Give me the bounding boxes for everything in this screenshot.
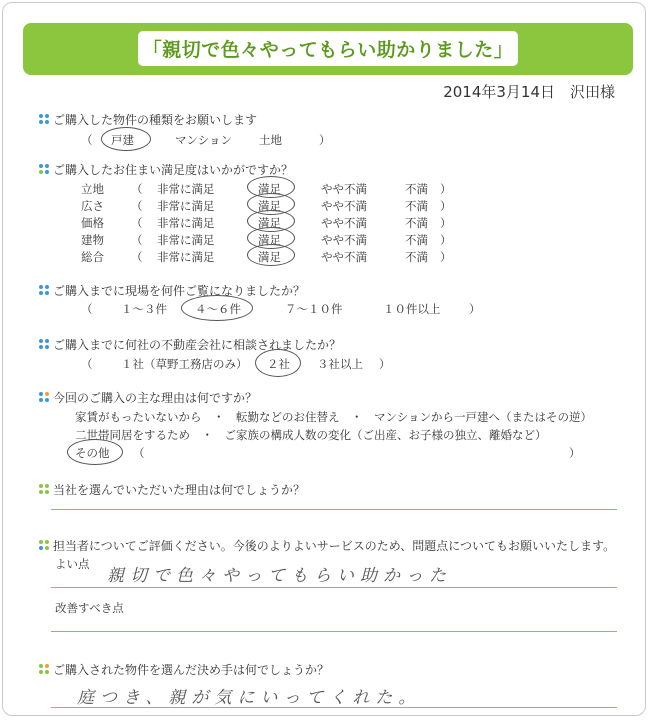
choice-very-satisfied[interactable]: 非常に満足: [157, 182, 215, 196]
question-6-text: 当社を選んでいただいた理由は何でしょうか？: [53, 483, 306, 497]
page-title: 「親切で色々やってもらい助かりました」: [138, 31, 518, 66]
bullet-dots-icon: [39, 664, 51, 676]
improvement-label: 改善すべき点: [55, 601, 124, 615]
bullet-dots-icon: [39, 392, 51, 404]
choice-somewhat-dissatisfied[interactable]: やや不満: [321, 216, 367, 230]
open-paren: （: [131, 233, 143, 247]
bullet-dots-icon: [39, 285, 51, 297]
close-paren: ）: [440, 199, 452, 213]
question-7: [39, 537, 615, 554]
choice-very-satisfied[interactable]: 非常に満足: [157, 233, 215, 247]
answer-line[interactable]: [51, 509, 617, 510]
title-banner: [23, 23, 633, 75]
choice-satisfied[interactable]: 満足: [258, 250, 281, 264]
question-2: [39, 161, 293, 178]
close-paren: ）: [440, 182, 452, 196]
q3-option-7-10[interactable]: ７～１０件: [285, 302, 343, 316]
row-label: 価格: [81, 216, 104, 230]
question-7-text: 担当者についてご評価ください。今後のよりよいサービスのため、問題点についてもお願いいたします。: [53, 539, 616, 553]
q3-option-4-6[interactable]: ４～６件: [195, 302, 241, 316]
q3-option-1-3[interactable]: １～３件: [121, 302, 167, 316]
question-1-text: ご購入した物件の種類をお願いします: [53, 113, 258, 127]
row-label: 立地: [81, 182, 104, 196]
row-label: 総合: [81, 250, 104, 264]
q1-open-paren: （: [81, 133, 93, 147]
choice-satisfied[interactable]: 満足: [258, 199, 281, 213]
q5-reasons-line-2: 二世帯同居をするため ・ ご家族の構成人数の変化（ご出産、お子様の独立、離婚など）: [75, 428, 547, 442]
open-paren: （: [131, 250, 143, 264]
choice-dissatisfied[interactable]: 不満: [405, 199, 428, 213]
choice-satisfied[interactable]: 満足: [258, 233, 281, 247]
bullet-dots-icon: [39, 339, 51, 351]
q4-close-paren: ）: [379, 357, 391, 371]
bullet-dots-icon: [39, 164, 51, 176]
good-points-answer: 親切で色々やってもらい助かった: [107, 566, 452, 586]
choice-dissatisfied[interactable]: 不満: [405, 216, 428, 230]
bullet-dots-icon: [39, 540, 51, 552]
close-paren: ）: [440, 216, 452, 230]
q3-open-paren: （: [81, 302, 93, 316]
row-label: 建物: [81, 233, 104, 247]
q5-option-other[interactable]: その他: [75, 446, 110, 460]
choice-dissatisfied[interactable]: 不満: [405, 250, 428, 264]
choice-somewhat-dissatisfied[interactable]: やや不満: [321, 250, 367, 264]
answer-line[interactable]: [51, 587, 617, 588]
date-customer: 2014年3月14日 沢田様: [443, 83, 615, 101]
q4-option-one-company[interactable]: １社（草野工務店のみ）: [121, 357, 248, 371]
question-3: [39, 282, 305, 299]
good-points-label: よい点: [55, 557, 90, 571]
q4-option-three-plus[interactable]: ３社以上: [317, 357, 363, 371]
q1-option-mansion[interactable]: マンション: [175, 133, 232, 147]
choice-somewhat-dissatisfied[interactable]: やや不満: [321, 199, 367, 213]
question-4: [39, 336, 341, 353]
choice-very-satisfied[interactable]: 非常に満足: [157, 216, 215, 230]
question-6: [39, 481, 305, 498]
open-paren: （: [131, 199, 143, 213]
choice-dissatisfied[interactable]: 不満: [405, 182, 428, 196]
q1-option-detached[interactable]: 戸建: [111, 133, 134, 147]
q5-other-close-paren: ）: [569, 446, 581, 460]
bullet-dots-icon: [39, 114, 51, 126]
choice-dissatisfied[interactable]: 不満: [405, 233, 428, 247]
q4-option-two-companies[interactable]: ２社: [267, 357, 290, 371]
q4-open-paren: （: [81, 357, 93, 371]
choice-satisfied[interactable]: 満足: [258, 182, 281, 196]
answer-line[interactable]: [51, 707, 617, 708]
question-3-text: ご購入までに現場を何件ご覧になりましたか？: [53, 284, 306, 298]
q3-close-paren: ）: [469, 302, 481, 316]
q5-other-open-paren: （: [133, 446, 145, 460]
questionnaire-card: [2, 2, 646, 716]
question-8-text: ご購入された物件を選んだ決め手は何でしょうか？: [53, 663, 330, 677]
choice-somewhat-dissatisfied[interactable]: やや不満: [321, 233, 367, 247]
open-paren: （: [131, 216, 143, 230]
question-4-text: ご購入までに何社の不動産会社に相談されましたか？: [53, 338, 342, 352]
choice-very-satisfied[interactable]: 非常に満足: [157, 199, 215, 213]
question-2-text: ご購入したお住まい満足度はいかがですか？: [53, 163, 294, 177]
q3-option-10plus[interactable]: １０件以上: [383, 302, 441, 316]
bullet-dots-icon: [39, 484, 51, 496]
question-5-text: 今回のご購入の主な理由は何ですか？: [53, 391, 258, 405]
close-paren: ）: [440, 250, 452, 264]
answer-line[interactable]: [51, 631, 617, 632]
choice-satisfied[interactable]: 満足: [258, 216, 281, 230]
q1-option-land[interactable]: 土地: [259, 133, 282, 147]
deciding-factor-answer: 庭つき、親が気にいってくれた。: [77, 688, 422, 708]
row-label: 広さ: [81, 199, 104, 213]
q5-reasons-line-1: 家賃がもったいないから ・ 転勤などのお住替え ・ マンションから一戸建へ（またはその逆）: [75, 410, 592, 424]
choice-somewhat-dissatisfied[interactable]: やや不満: [321, 182, 367, 196]
choice-very-satisfied[interactable]: 非常に満足: [157, 250, 215, 264]
close-paren: ）: [440, 233, 452, 247]
question-8: [39, 661, 329, 678]
q1-close-paren: ）: [319, 133, 331, 147]
open-paren: （: [131, 182, 143, 196]
question-5: [39, 389, 257, 406]
question-1: [39, 111, 257, 128]
